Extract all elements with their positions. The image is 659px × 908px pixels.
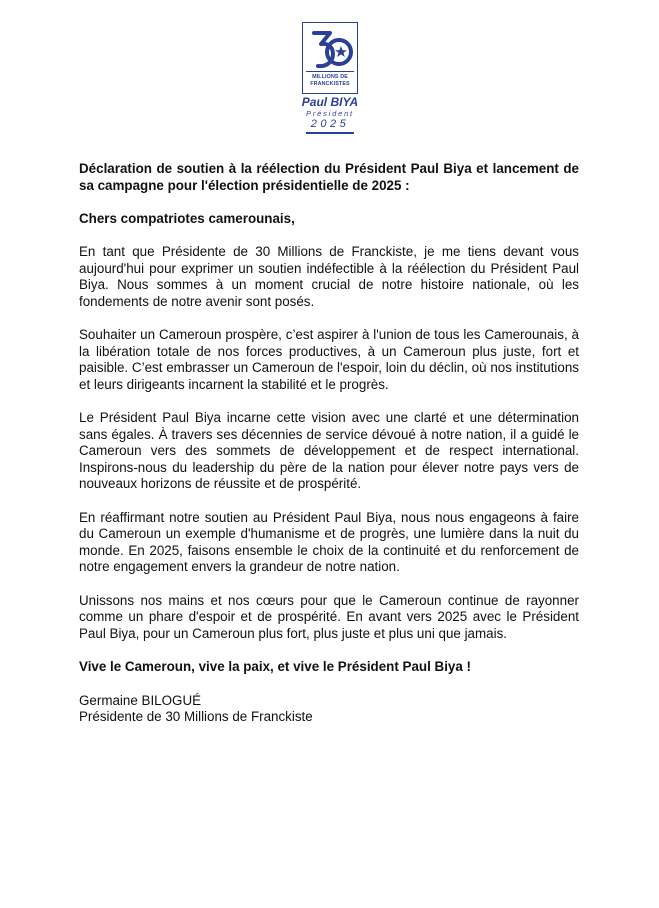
signature-title: Présidente de 30 Millions de Franckiste bbox=[79, 709, 313, 724]
logo-candidate-name: Paul BIYA bbox=[301, 95, 359, 109]
paragraph-4: En réaffirmant notre soutien au Président Paul Biya, nous nous engageons à faire du Cameroun un exemple d'humanisme et de progrès, une lumière dans la nuit du monde. En 2025, faisons ensemble le choix de la continuité et du renforcement de notre engagement envers la grandeur de notre nation. bbox=[79, 509, 579, 574]
paragraph-2: Souhaiter un Cameroun prospère, c’est aspirer à l'union de tous les Camerounais, à la libération totale de nos forces productives, à un Cameroun plus juste, fort et paisible. C’est embrasser un Cameroun de l'espoir, loin du déclin, où nos institutions et leurs dirigeants incarnent la stabilité et le progrès. bbox=[79, 327, 579, 392]
logo-role: Président bbox=[306, 109, 354, 118]
closing-line: Vive le Cameroun, vive la paix, et vive le Président Paul Biya ! bbox=[79, 659, 471, 674]
logo-year: 2025 bbox=[310, 118, 350, 130]
logo-band bbox=[306, 71, 354, 90]
logo-band-line2: FRANCKISTES bbox=[310, 80, 350, 87]
organization-logo bbox=[301, 22, 359, 134]
document-title: Déclaration de soutien à la réélection du Président Paul Biya et lancement de sa campagne pour l'élection présidentielle de 2025 : bbox=[79, 161, 579, 193]
logo-emblem bbox=[302, 22, 358, 94]
greeting: Chers compatriotes camerounais, bbox=[79, 210, 295, 226]
thirty-star-icon bbox=[306, 25, 354, 73]
letter-body bbox=[79, 161, 579, 726]
logo-band-line1: MILLIONS DE bbox=[312, 74, 348, 80]
signature-name: Germaine BILOGUÉ bbox=[79, 692, 202, 708]
paragraph-1: En tant que Présidente de 30 Millions de Franckiste, je me tiens devant vous aujourd'hui pour exprimer un soutien indéfectible à la réélection du Président Paul Biya. Nous sommes à un moment crucial de notre histoire nationale, où les fondements de notre avenir sont posés. bbox=[79, 244, 579, 309]
paragraph-3: Le Président Paul Biya incarne cette vision avec une clarté et une détermination sans égales. À travers ses décennies de service dévoué à notre nation, il a guidé le Cameroun vers des sommets de développement et de respect international. Inspirons-nous du leadership du père de la nation pour élever notre pays vers de nouveaux horizons de réussite et de prospérité. bbox=[79, 410, 579, 491]
paragraph-5: Unissons nos mains et nos cœurs pour que le Cameroun continue de rayonner comme un phare d'espoir et de prospérité. En avant vers 2025 avec le Président Paul Biya, pour un Cameroun plus fort, plus juste et plus uni que jamais. bbox=[79, 592, 579, 641]
logo-underline bbox=[306, 132, 354, 134]
